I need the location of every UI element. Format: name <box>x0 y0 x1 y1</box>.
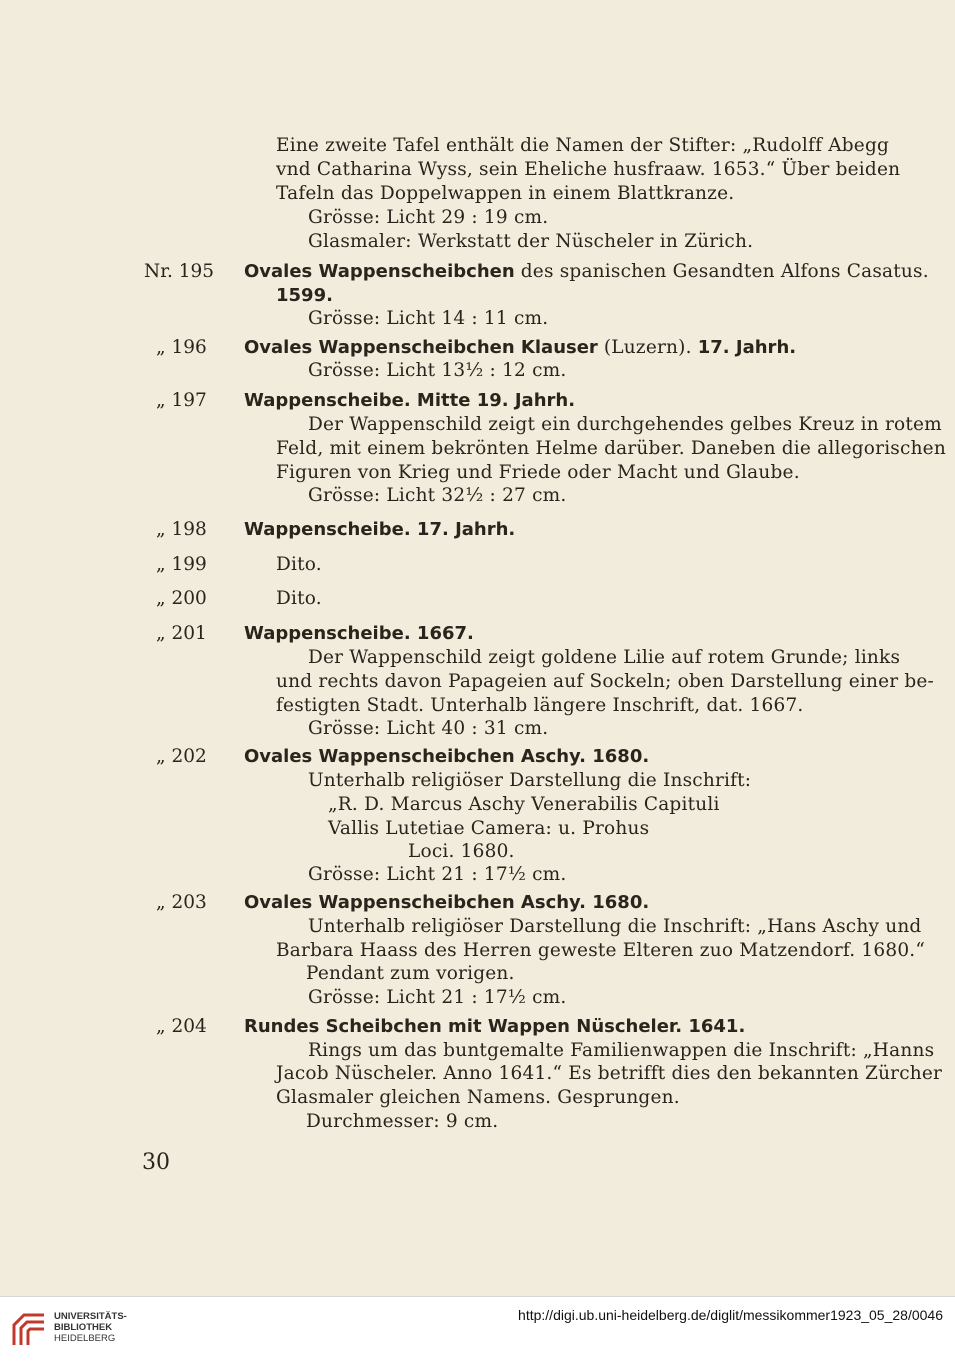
entry-number-195: Nr. 195 <box>144 261 215 282</box>
entry-title-201: Wappenscheibe. 1667. <box>244 623 474 644</box>
entry-text-200: Dito. <box>276 588 322 609</box>
entry-desc-203-3: Pendant zum vorigen. <box>306 963 515 984</box>
entry-title-198: Wappenscheibe. 17. Jahrh. <box>244 519 516 540</box>
entry-title-197: Wappenscheibe. Mitte 19. Jahrh. <box>244 390 576 411</box>
entry-title-202: Ovales Wappenscheibchen Aschy. 1680. <box>244 746 650 767</box>
entry-desc-202-1: Unterhalb religiöser Darstellung die Inschrift: <box>308 770 752 791</box>
entry-size-204: Durchmesser: 9 cm. <box>306 1111 499 1132</box>
intro-line-3: Tafeln das Doppelwappen in einem Blattkranze. <box>276 183 735 204</box>
entry-size-201: Grösse: Licht 40 : 31 cm. <box>308 718 549 739</box>
entry-size-196: Grösse: Licht 13½ : 12 cm. <box>308 360 567 381</box>
entry-desc-201-1: Der Wappenschild zeigt goldene Lilie auf rotem Grunde; links <box>308 647 901 668</box>
entry-number-196: „ 196 <box>156 337 207 358</box>
library-logo-icon <box>10 1311 48 1349</box>
entry-title-196: Ovales Wappenscheibchen Klauser (Luzern). 17. Jahrh. <box>244 337 797 358</box>
entry-size-195: Grösse: Licht 14 : 11 cm. <box>308 308 549 329</box>
intro-size: Grösse: Licht 29 : 19 cm. <box>308 207 549 228</box>
entry-size-197: Grösse: Licht 32½ : 27 cm. <box>308 485 567 506</box>
entry-desc-203-1: Unterhalb religiöser Darstellung die Inschrift: „Hans Aschy und <box>308 916 922 937</box>
permalink-url[interactable]: http://digi.ub.uni-heidelberg.de/diglit/messikommer1923_05_28/0046 <box>518 1307 943 1323</box>
entry-title-203: Ovales Wappenscheibchen Aschy. 1680. <box>244 892 650 913</box>
logo-line-1: UNIVERSITÄTS- <box>54 1311 127 1322</box>
entry-number-203: „ 203 <box>156 892 207 913</box>
logo-line-2: BIBLIOTHEK <box>54 1322 113 1333</box>
entry-desc-204-3: Glasmaler gleichen Namens. Gesprungen. <box>276 1087 680 1108</box>
intro-glasmaler: Glasmaler: Werkstatt der Nüscheler in Zürich. <box>308 231 754 252</box>
entry-quote-202-2: Vallis Lutetiae Camera: u. Prohus <box>328 818 650 839</box>
entry-quote-202-1: „R. D. Marcus Aschy Venerabilis Capituli <box>328 794 720 815</box>
page-number: 30 <box>142 1150 170 1175</box>
entry-number-202: „ 202 <box>156 746 207 767</box>
entry-desc-197-1: Der Wappenschild zeigt ein durchgehendes gelbes Kreuz in rotem <box>308 414 942 435</box>
entry-number-204: „ 204 <box>156 1016 207 1037</box>
entry-quote-202-3: Loci. 1680. <box>408 841 515 862</box>
entry-desc-204-1: Rings um das buntgemalte Familienwappen die Inschrift: „Hanns <box>308 1040 935 1061</box>
entry-desc-197-3: Figuren von Krieg und Friede oder Macht und Glaube. <box>276 462 800 483</box>
entry-year-195: 1599. <box>276 285 333 306</box>
entry-desc-203-2: Barbara Haass des Herren geweste Elteren zuo Matzendorf. 1680.“ <box>276 940 926 961</box>
library-logo-text <box>54 1311 127 1344</box>
entry-desc-197-2: Feld, mit einem bekrönten Helme darüber. Daneben die allegorischen <box>276 438 946 459</box>
intro-line-1: Eine zweite Tafel enthält die Namen der Stifter: „Rudolff Abegg <box>276 135 890 156</box>
entry-size-203: Grösse: Licht 21 : 17½ cm. <box>308 987 567 1008</box>
entry-text-199: Dito. <box>276 554 322 575</box>
entry-title-204: Rundes Scheibchen mit Wappen Nüscheler. 1641. <box>244 1016 746 1037</box>
entry-number-200: „ 200 <box>156 588 207 609</box>
entry-number-198: „ 198 <box>156 519 207 540</box>
entry-desc-204-2: Jacob Nüscheler. Anno 1641.“ Es betrifft dies den bekannten Zürcher <box>276 1063 943 1084</box>
entry-number-199: „ 199 <box>156 554 207 575</box>
entry-number-201: „ 201 <box>156 623 207 644</box>
entry-title-195: Ovales Wappenscheibchen des spanischen Gesandten Alfons Casatus. <box>244 261 929 282</box>
intro-line-2: vnd Catharina Wyss, sein Eheliche husfraaw. 1653.“ Über beiden <box>276 159 901 180</box>
entry-desc-201-2: und rechts davon Papageien auf Sockeln; oben Darstellung einer be- <box>276 671 934 692</box>
entry-desc-201-3: festigten Stadt. Unterhalb längere Inschrift, dat. 1667. <box>276 695 804 716</box>
viewer-footer <box>0 1296 955 1363</box>
entry-size-202: Grösse: Licht 21 : 17½ cm. <box>308 864 567 885</box>
logo-line-3: HEIDELBERG <box>54 1333 116 1344</box>
entry-number-197: „ 197 <box>156 390 207 411</box>
